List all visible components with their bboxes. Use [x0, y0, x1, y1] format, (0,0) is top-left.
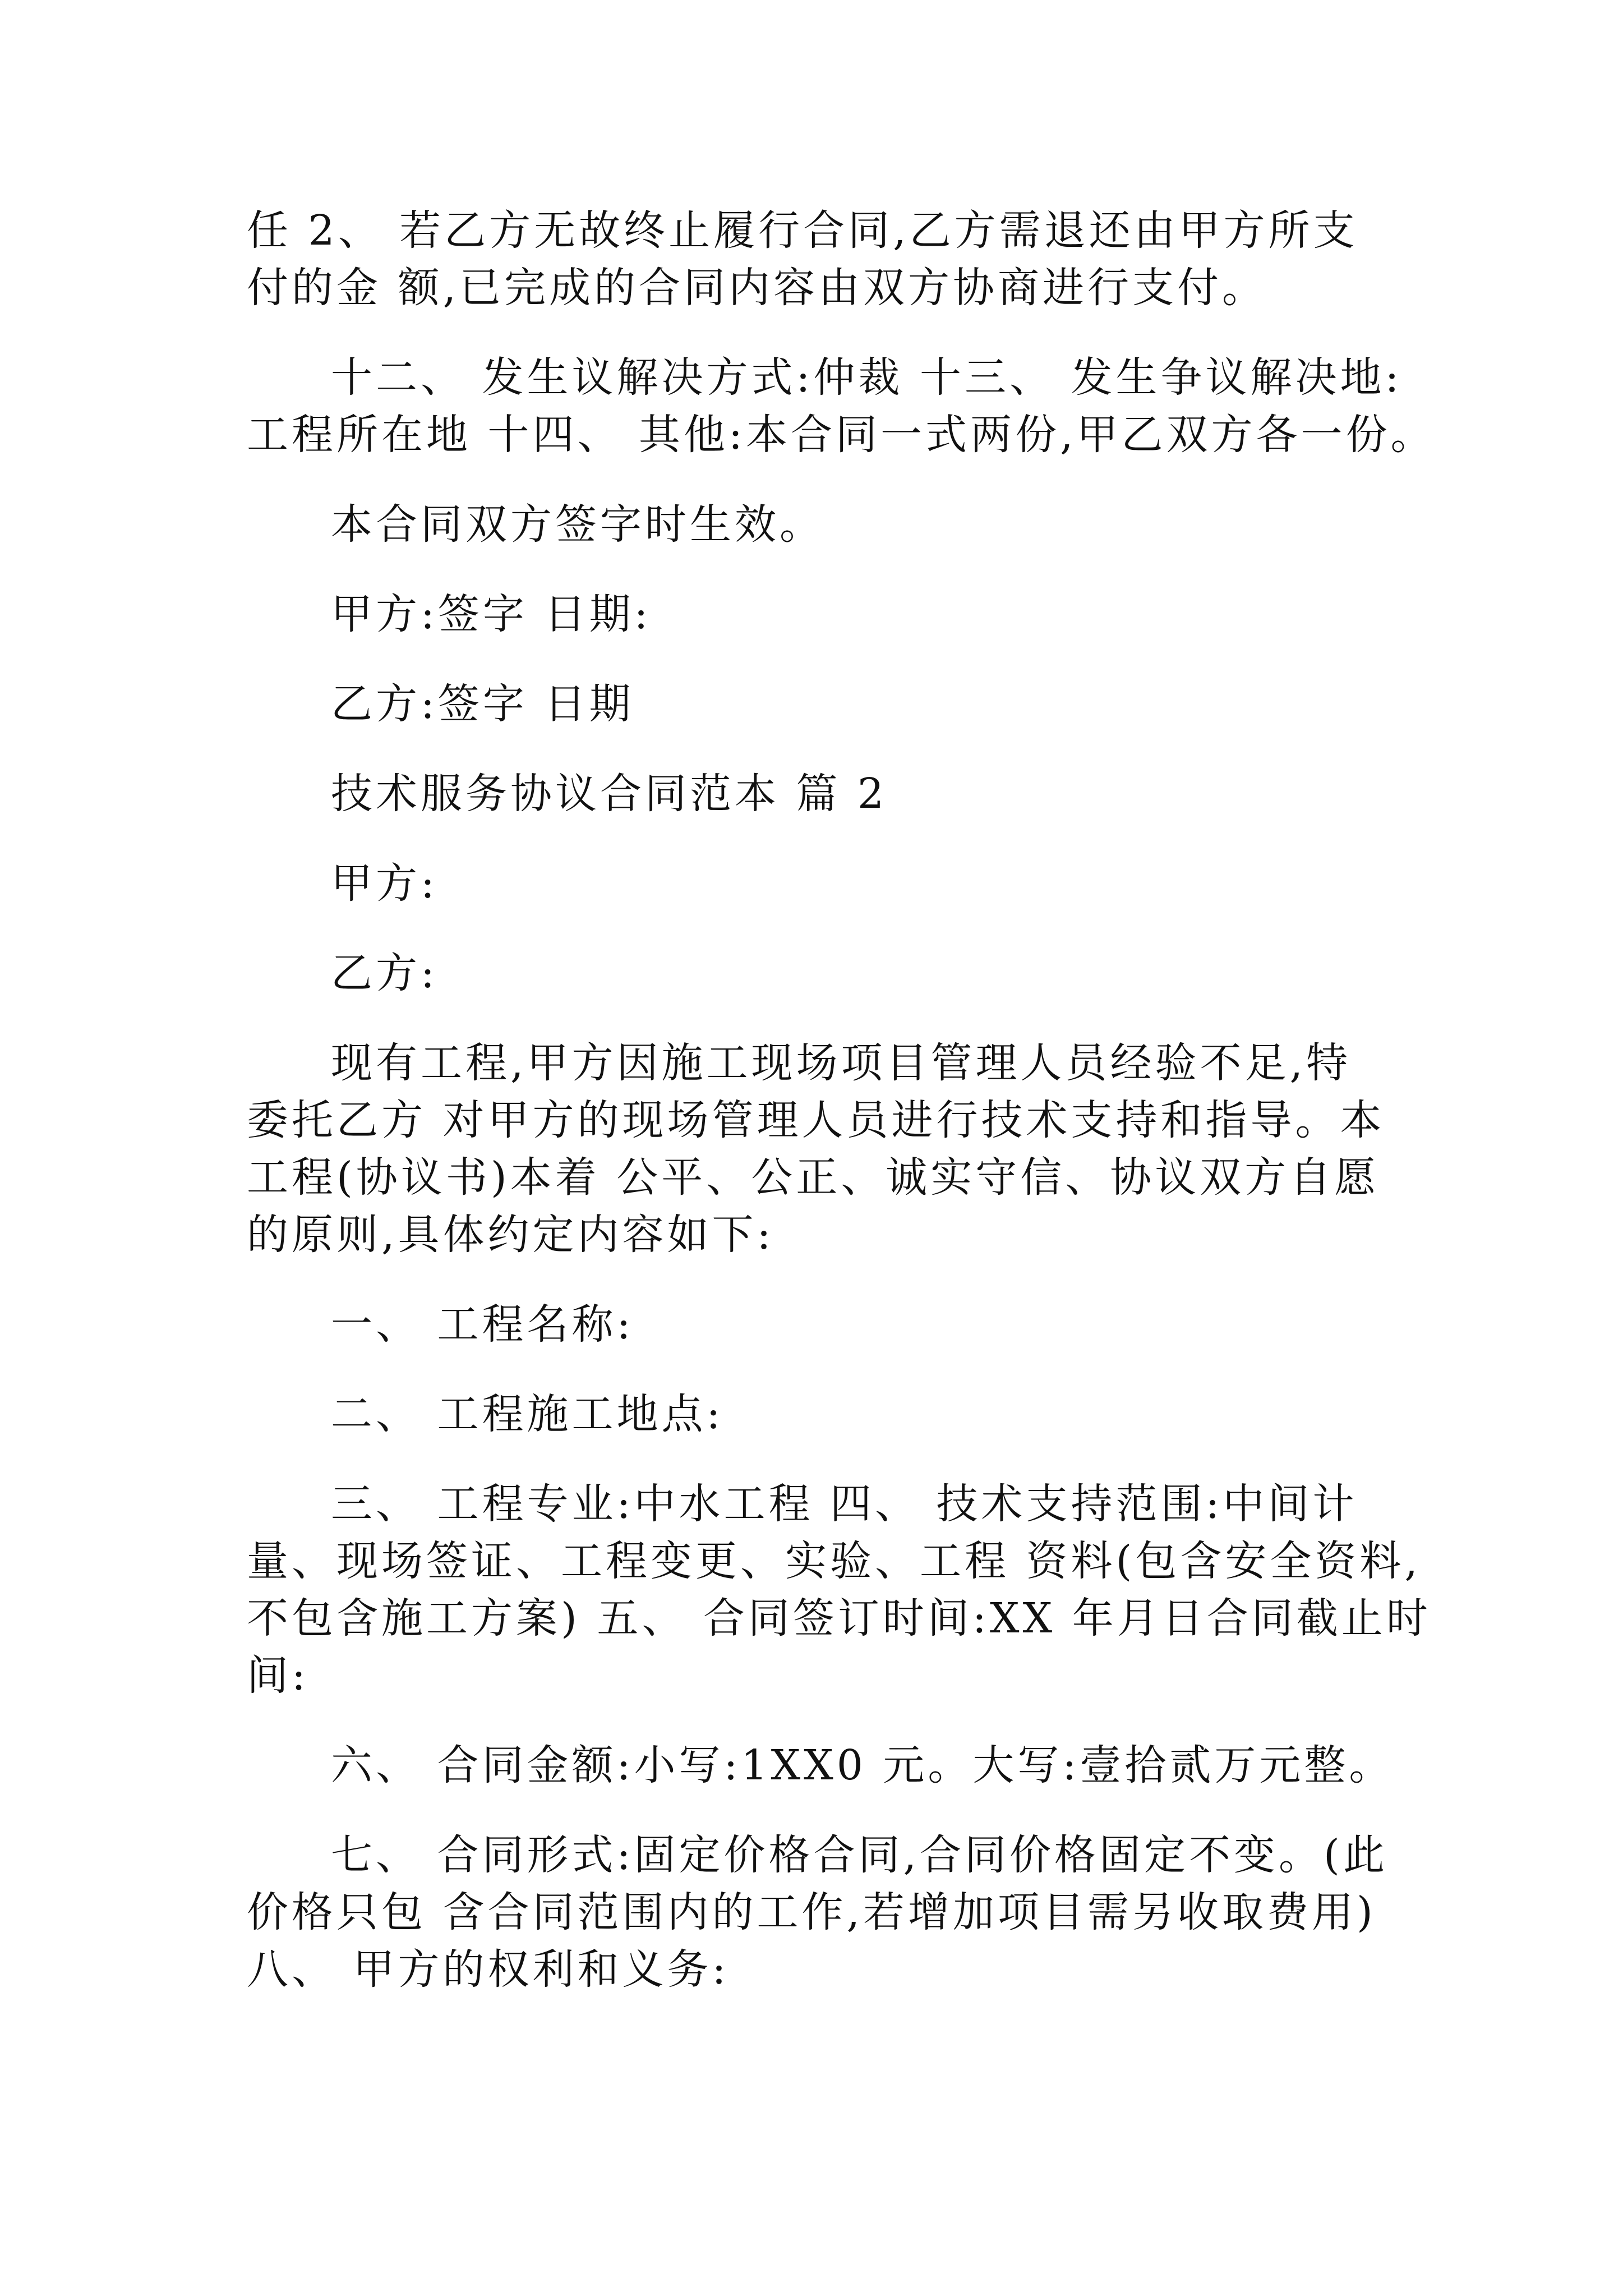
text-line: 量、现场签证、工程变更、实验、工程 资料(包含安全资料, — [247, 1537, 1421, 1585]
text-line: 的原则,具体约定内容如下: — [247, 1211, 774, 1259]
text-line: 乙方:签字 日期 — [331, 680, 634, 728]
text-line: 一、 工程名称: — [331, 1300, 634, 1349]
text-line: 十二、 发生议解决方式:仲裁 十三、 发生争议解决地: — [331, 353, 1403, 402]
paragraph — [247, 1386, 1385, 1443]
text-line: 委托乙方 对甲方的现场管理人员进行技术支持和指导。本 — [247, 1096, 1385, 1144]
text-line: 现有工程,甲方因施工现场项目管理人员经验不足,特 — [331, 1039, 1352, 1087]
paragraph — [247, 349, 1436, 463]
text-line: 八、 甲方的权利和义务: — [247, 1945, 730, 1994]
paragraph — [247, 945, 1385, 1002]
paragraph — [247, 1826, 1388, 1998]
text-line: 二、 工程施工地点: — [331, 1390, 724, 1438]
paragraph — [247, 1737, 1394, 1794]
text-line: 工程所在地 十四、 其他:本合同一式两份,甲乙双方各一份。 — [247, 411, 1436, 459]
paragraph — [247, 496, 1385, 553]
text-line: 甲方:签字 日期: — [331, 590, 652, 638]
paragraph — [247, 202, 1385, 316]
text-line: 七、 合同形式:固定价格合同,合同价格固定不变。(此 — [331, 1831, 1388, 1879]
paragraph — [247, 1475, 1431, 1704]
paragraph — [247, 855, 1385, 912]
text-line: 甲方: — [331, 859, 438, 908]
text-line: 六、 合同金额:小写:1XX0 元。大写:壹拾贰万元整。 — [331, 1741, 1394, 1789]
paragraph — [247, 586, 1385, 643]
text-line: 任 2、 若乙方无故终止履行合同,乙方需退还由甲方所支 — [247, 206, 1358, 255]
text-line: 付的金 额,已完成的合同内容由双方协商进行支付。 — [247, 264, 1267, 312]
text-line: 间: — [247, 1651, 309, 1700]
paragraph — [247, 1034, 1385, 1263]
text-line: 三、 工程专业:中水工程 四、 技术支持范围:中间计 — [331, 1480, 1358, 1528]
text-line: 技术服务协议合同范本 篇 2 — [331, 770, 888, 818]
paragraph — [247, 765, 1385, 822]
paragraph — [247, 675, 1385, 733]
paragraph — [247, 1296, 1385, 1353]
text-line: 工程(协议书)本着 公平、公正、诚实守信、协议双方自愿 — [247, 1153, 1380, 1202]
document-body — [247, 202, 1436, 2031]
text-line: 不包含施工方案) 五、 合同签订时间:XX 年月日合同截止时 — [247, 1594, 1431, 1642]
text-line: 价格只包 含合同范围内的工作,若增加项目需另收取费用) — [247, 1888, 1376, 1936]
text-line: 乙方: — [331, 949, 438, 997]
text-line: 本合同双方签字时生效。 — [331, 500, 824, 549]
